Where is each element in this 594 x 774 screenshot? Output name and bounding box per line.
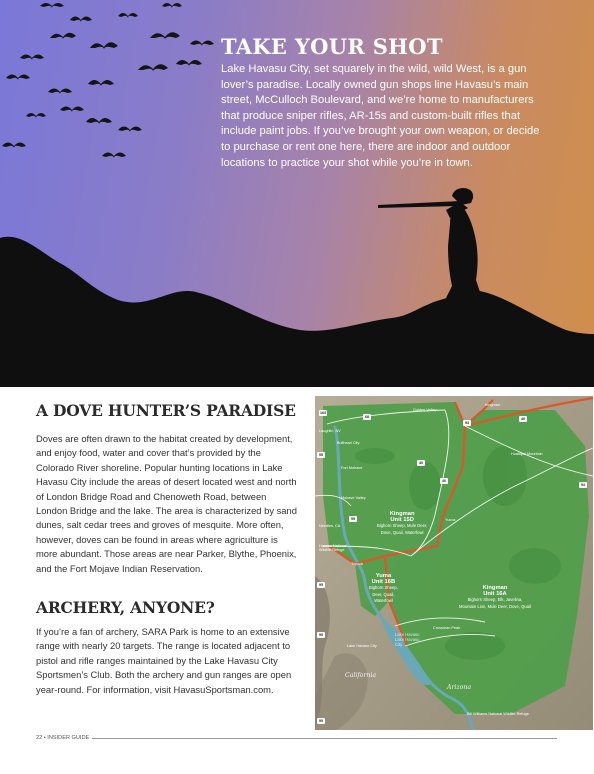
unit-16a-number: Unit 16A <box>483 590 507 597</box>
unit-16a-label <box>459 586 531 610</box>
hero-title: TAKE YOUR SHOT <box>221 34 443 59</box>
highway-40-east-shield: 40 <box>521 417 525 421</box>
california-label: California <box>345 672 377 679</box>
archery-section-title: ARCHERY, ANYONE? <box>36 598 215 617</box>
unit-15d-label <box>377 512 427 536</box>
town-kingman: Kingman <box>485 403 500 407</box>
hero-body: Lake Havasu City, set squarely in the wild, wild West, is a gun lover’s paradise. Locally owned gun shops line Havasu’s main street, McCulloch Boulevard, and we’re home to manufacturers that produce sniper rifles, AR-15s and custom-built rifles that include paint jobs. If you’ve brought your own weapon, or decide to purchase or rent one here, there are indoor and outdoor locations to practice your shot while you’re in town. <box>221 63 540 169</box>
highway-40-mid-shield: 40 <box>419 461 423 465</box>
page-footer: 22 • INSIDER GUIDE <box>36 735 92 741</box>
town-lake-havasu-city: Lake Havasu City <box>347 644 377 648</box>
town-golden-valley: Golden Valley <box>413 408 437 412</box>
unit-16b-label <box>369 574 398 605</box>
arizona-label: Arizona <box>447 684 472 691</box>
unit-16a-species-2: Mountain Lion, Mule Deer, Dove, Quail <box>459 603 531 609</box>
lake-havasu-label <box>395 632 425 647</box>
mountain-silhouette <box>0 237 594 387</box>
hunter-figure <box>378 188 482 298</box>
bill-williams-refuge-label: Bill Williams National Wildlife Refuge <box>467 712 529 716</box>
hunting-units-map <box>315 396 593 730</box>
crossman-peak-label: Crossman Peak <box>433 626 461 630</box>
unit-15d-species: Bighorn Sheep, Mule Deer, <box>377 523 428 528</box>
unit-16b-species-2: Deer, Quail, <box>372 591 395 597</box>
archery-section-body: If you’re a fan of archery, SARA Park is home to an extensive range with nearly 20 targets. The range is located adjacent to pistol and rifle ranges maintained by the Lake Havasu City Sportsmen’s Club. Both the archery and gun ranges are open year-round. For information, visit HavasuSportsman.com. <box>36 626 292 695</box>
town-topock: Topock <box>351 562 364 566</box>
town-fort-mohave: Fort Mohave <box>341 466 363 470</box>
highway-95-south-shield: 95 <box>351 517 355 521</box>
town-needles: Needles, CA <box>319 524 341 528</box>
unit-15d-name: Kingman <box>389 511 415 517</box>
flying-birds <box>2 3 214 158</box>
town-mohave-valley: Mohave Valley <box>341 496 366 500</box>
footer-rule <box>36 738 557 739</box>
highway-95-bottom-shield: 95 <box>319 719 323 723</box>
highway-93-east-shield: 93 <box>581 483 585 487</box>
town-hualapai-mountain: Hualapai Mountain <box>511 452 543 456</box>
highway-93-shield: 93 <box>465 421 469 425</box>
unit-15d-number: Unit 15D <box>390 516 414 523</box>
havasu-wildlife-refuge-label: Havasu National Wildlife Refuge <box>319 544 347 553</box>
highway-95-lower-shield: 95 <box>319 633 323 637</box>
highway-95-shield: 95 <box>319 453 323 457</box>
dove-section-title: A DOVE HUNTER’S PARADISE <box>36 401 296 420</box>
unit-15d-species-2: Dove, Quail, Waterfowl <box>380 529 424 535</box>
highway-68-shield: 68 <box>365 415 369 419</box>
unit-16a-name: Kingman <box>482 585 508 591</box>
unit-16b-number: Unit 16B <box>371 578 396 585</box>
unit-16b-species-3: Waterfowl <box>374 598 393 603</box>
unit-16a-species: Bighorn Sheep, Elk, Javelina, <box>467 597 523 602</box>
highway-95-west-shield: 95 <box>319 583 323 587</box>
dove-section-body: Doves are often drawn to the habitat created by development, and enjoy food, water and cover that’s provided by the Colorado River shoreline. Popular hunting locations in Lake Havasu City include the areas of desert located west and north of London Bridge Road and Chenoweth Road, between London Bridge and the lake. The area is characterized by sand dunes, salt cedar trees and groves of mesquite. More often, however, doves can be found in areas where agriculture is more abundant. Those areas are near Parker, Blythe, Phoenix, and the Fort Mojave Indian Reservation. <box>36 433 297 574</box>
unit-16b-name: Yuma <box>375 573 392 579</box>
lake-havasu-label-text: Lake Havasu <box>395 632 420 637</box>
highway-40-shield: 40 <box>442 479 446 483</box>
town-bullhead-city: Bullhead City <box>337 441 360 445</box>
unit-16b-species: Bighorn Sheep, <box>369 585 398 590</box>
lake-havasu-label-city: Lake Havasu City <box>395 637 420 647</box>
town-yucca: Yucca <box>445 518 456 522</box>
town-laughlin: Laughlin, NV <box>319 429 341 433</box>
highway-163-shield: 163 <box>320 411 326 415</box>
